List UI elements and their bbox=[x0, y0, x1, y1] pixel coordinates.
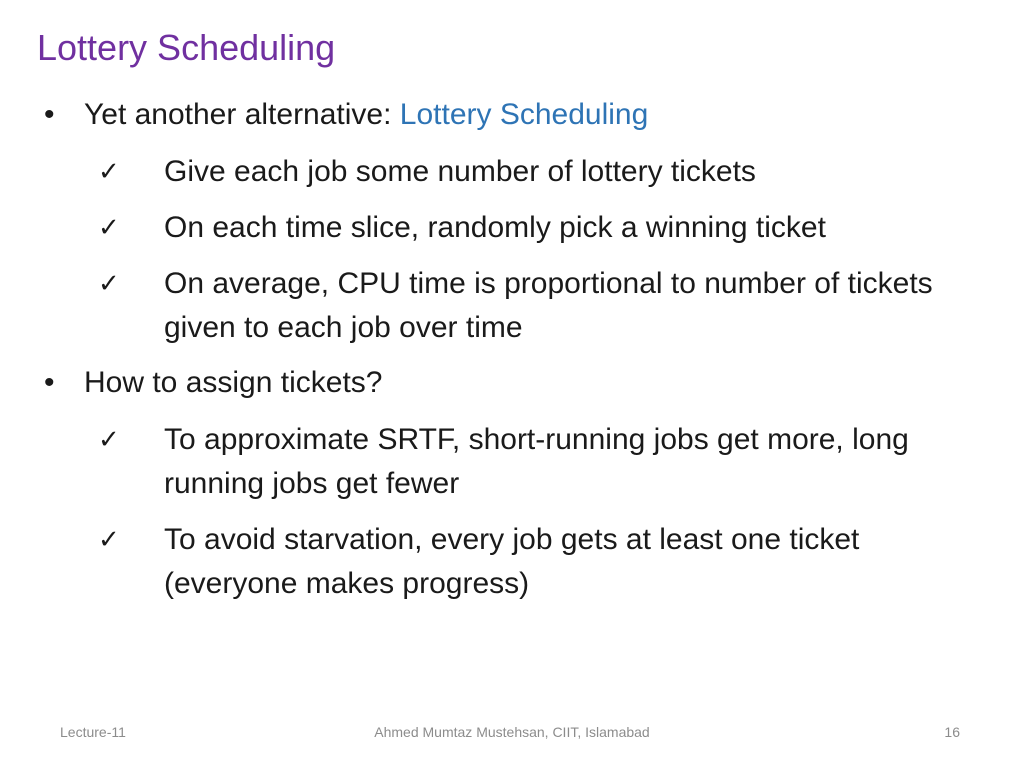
bullet-highlight: Lottery Scheduling bbox=[399, 98, 649, 131]
checkmark-icon: ✓ bbox=[98, 269, 120, 299]
sub-item bbox=[0, 206, 1024, 250]
sub-item-text: On each time slice, randomly pick a winning ticket bbox=[164, 211, 826, 244]
sub-item-text: To approximate SRTF, short-running jobs get more, long running jobs get fewer bbox=[164, 423, 909, 500]
bullet-text: How to assign tickets? bbox=[84, 366, 383, 399]
bullet-text: Yet another alternative: bbox=[84, 98, 400, 131]
slide-body bbox=[0, 94, 1024, 618]
checkmark-icon: ✓ bbox=[98, 425, 120, 455]
bullet-group-1 bbox=[0, 94, 1024, 350]
sub-item-text: To avoid starvation, every job gets at least one ticket (everyone makes progress) bbox=[164, 523, 860, 600]
sub-item-text: On average, CPU time is proportional to number of tickets given to each job over time bbox=[164, 267, 933, 344]
sub-item bbox=[0, 262, 1024, 350]
checkmark-icon: ✓ bbox=[98, 213, 120, 243]
footer-page-number: 16 bbox=[944, 724, 960, 740]
bullet-item bbox=[0, 362, 1024, 404]
checkmark-icon: ✓ bbox=[98, 157, 120, 187]
checkmark-icon: ✓ bbox=[98, 525, 120, 555]
footer-lecture: Lecture-11 bbox=[60, 724, 126, 740]
footer-author: Ahmed Mumtaz Mustehsan, CIIT, Islamabad bbox=[374, 724, 650, 740]
sub-item bbox=[0, 150, 1024, 194]
bullet-dot-icon: • bbox=[44, 98, 55, 131]
bullet-group-2 bbox=[0, 362, 1024, 606]
slide-title: Lottery Scheduling bbox=[37, 27, 336, 68]
sub-item bbox=[0, 518, 1024, 606]
bullet-item bbox=[0, 94, 1024, 136]
sub-item bbox=[0, 418, 1024, 506]
sub-item-text: Give each job some number of lottery tickets bbox=[164, 155, 756, 188]
bullet-dot-icon: • bbox=[44, 366, 55, 399]
